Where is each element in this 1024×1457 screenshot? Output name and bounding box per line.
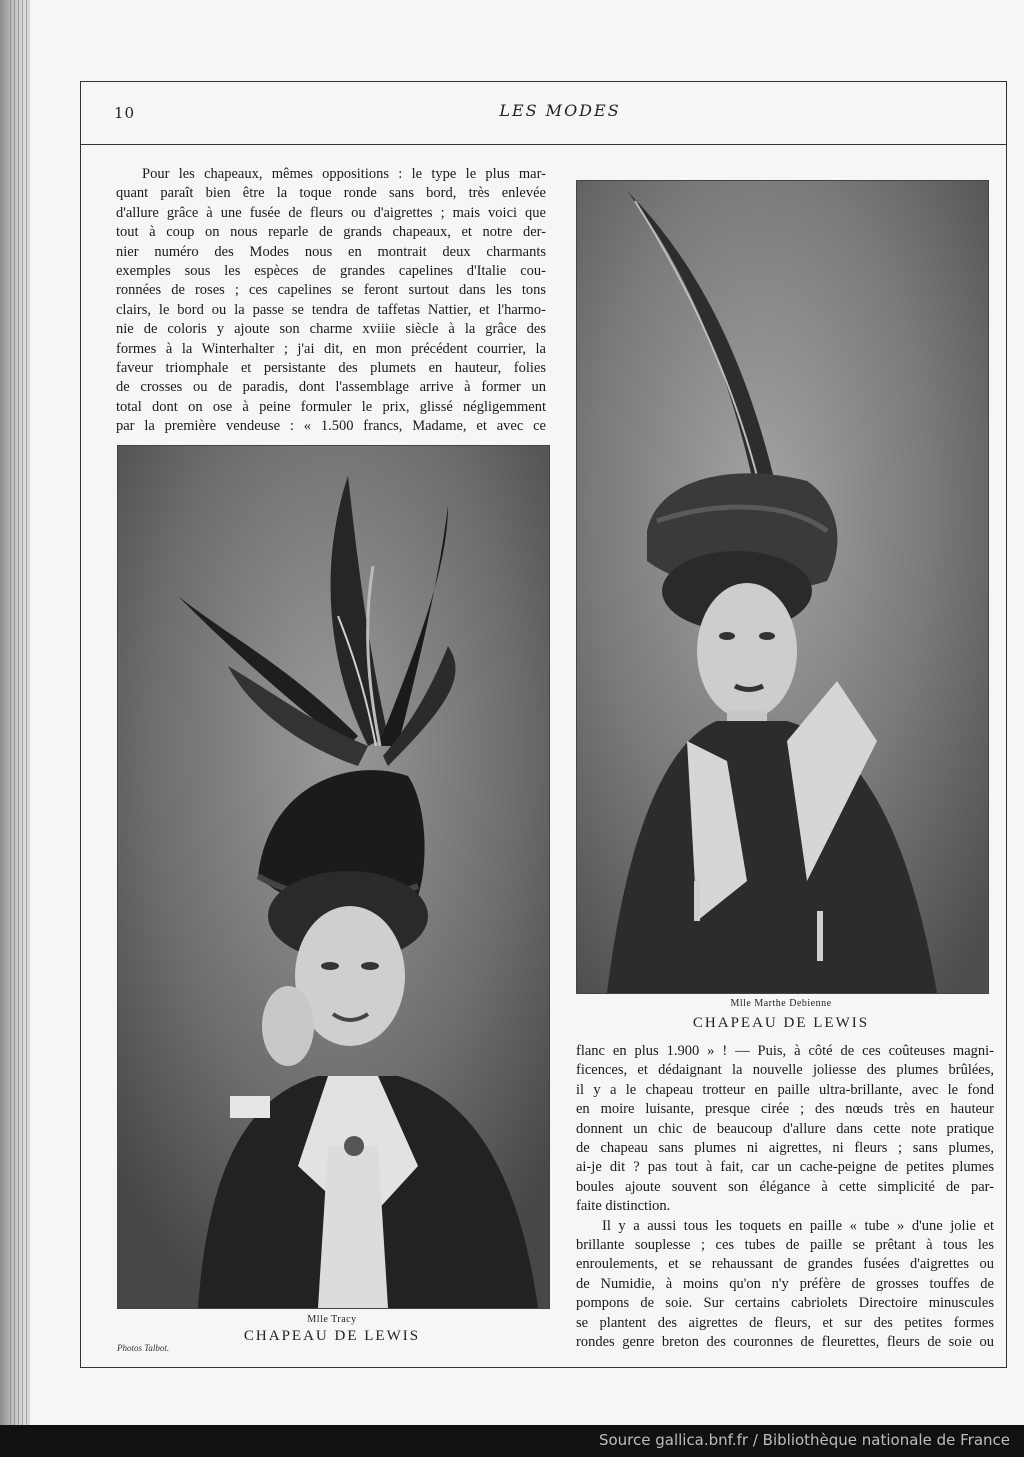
text-line: donnent un chic de beaucoup d'allure dans cette note pratique <box>576 1120 994 1137</box>
caption-sitter-debienne: Mlle Marthe Debienne <box>730 998 832 1009</box>
text-line: pompons de soie. Sur certains cabriolets Directoire minuscules <box>576 1295 994 1312</box>
text-line: exemples sous les espèces de grandes capelines d'Italie cou- <box>116 263 546 280</box>
text-line: de crosses ou de paradis, dont l'assemblage arrive à former un <box>116 379 546 396</box>
text-line: ai-je dit ? pas tout à fait, car un cache-peigne de petites plumes <box>576 1159 994 1176</box>
text-line: nie de coloris y ajoute son charme xviiie siècle à la grâce des <box>116 321 546 338</box>
text-line: en moire luisante, presque cirée ; des nœuds très en hauteur <box>576 1101 994 1118</box>
photo-debienne <box>576 180 989 994</box>
text-line: faveur triomphale et persistante des plumets en hauteur, folies <box>116 360 546 377</box>
text-line: d'allure grâce à une fusée de fleurs ou d'aigrettes ; mais voici que <box>116 204 546 221</box>
text-line: clairs, le bord ou la passe se tendra de taffetas Nattier, et l'harmo- <box>116 301 546 318</box>
text-line: faite distinction. <box>576 1198 671 1215</box>
text-line: enroulements, et se rehaussant de grandes fusées d'aigrettes ou <box>576 1256 994 1273</box>
header-rule <box>80 144 1006 145</box>
page-number: 10 <box>114 104 136 122</box>
text-line: il y a le chapeau trotteur en paille ultra-brillante, avec le fond <box>576 1081 994 1098</box>
text-line: se plantent des aigrettes de fleurs, et sur des petites formes <box>576 1314 994 1331</box>
caption-title-left: CHAPEAU DE LEWIS <box>243 1328 421 1344</box>
text-line: ronnées de roses ; ces capelines se feront surtout dans les tons <box>116 282 546 299</box>
running-head: LES MODES <box>499 101 621 120</box>
caption-title-right: CHAPEAU DE LEWIS <box>692 1015 870 1031</box>
text-line: quant paraît bien être la toque ronde sans bord, très enlevée <box>116 185 546 202</box>
text-line: total dont on ose à peine formuler le prix, glissé négligemment <box>116 398 546 415</box>
portrait-debienne-illustration <box>577 181 988 993</box>
photo-credit: Photos Talbot. <box>117 1343 170 1353</box>
text-column-left <box>116 165 546 437</box>
text-line: Il y a aussi tous les toquets en paille « tube » d'une jolie et <box>602 1217 994 1234</box>
text-line: brillante souplesse ; ces tubes de paille se prêtant à tous les <box>576 1237 994 1254</box>
text-column-right <box>576 1042 994 1353</box>
portrait-tracy-illustration <box>118 446 549 1308</box>
text-line: nier numéro des Modes nous en montrait deux charmants <box>116 243 546 260</box>
caption-sitter-tracy: Mlle Tracy <box>307 1314 357 1325</box>
text-line: formes à la Winterhalter ; j'ai dit, en mon précédent courrier, la <box>116 340 546 357</box>
text-line: Pour les chapeaux, mêmes oppositions : le type le plus mar- <box>142 166 546 182</box>
source-attribution: Source gallica.bnf.fr / Bibliothèque nationale de France <box>598 1431 1010 1449</box>
text-line: flanc en plus 1.900 » ! — Puis, à côté de ces coûteuses magni- <box>576 1043 994 1059</box>
text-line: rondes genre breton des couronnes de fleurettes, fleurs de soie ou <box>576 1334 994 1351</box>
text-line: de chapeau sans plumes ni aigrettes, ni fleurs ; sans plumes, <box>576 1140 994 1157</box>
text-line: de Numidie, à moins qu'on n'y préfère de grosses touffes de <box>576 1275 994 1292</box>
text-line: ficences, et dédaignant la nouvelle joliesse des plumes brûlées, <box>576 1062 994 1079</box>
text-line: boules ajoute souvent son élégance à cette simplicité de par- <box>576 1178 994 1195</box>
photo-tracy <box>117 445 550 1309</box>
text-line: par la première vendeuse : « 1.500 francs, Madame, et avec ce <box>116 418 546 435</box>
text-line: tout à coup on nous reparle de grands chapeaux, et notre der- <box>116 224 546 241</box>
